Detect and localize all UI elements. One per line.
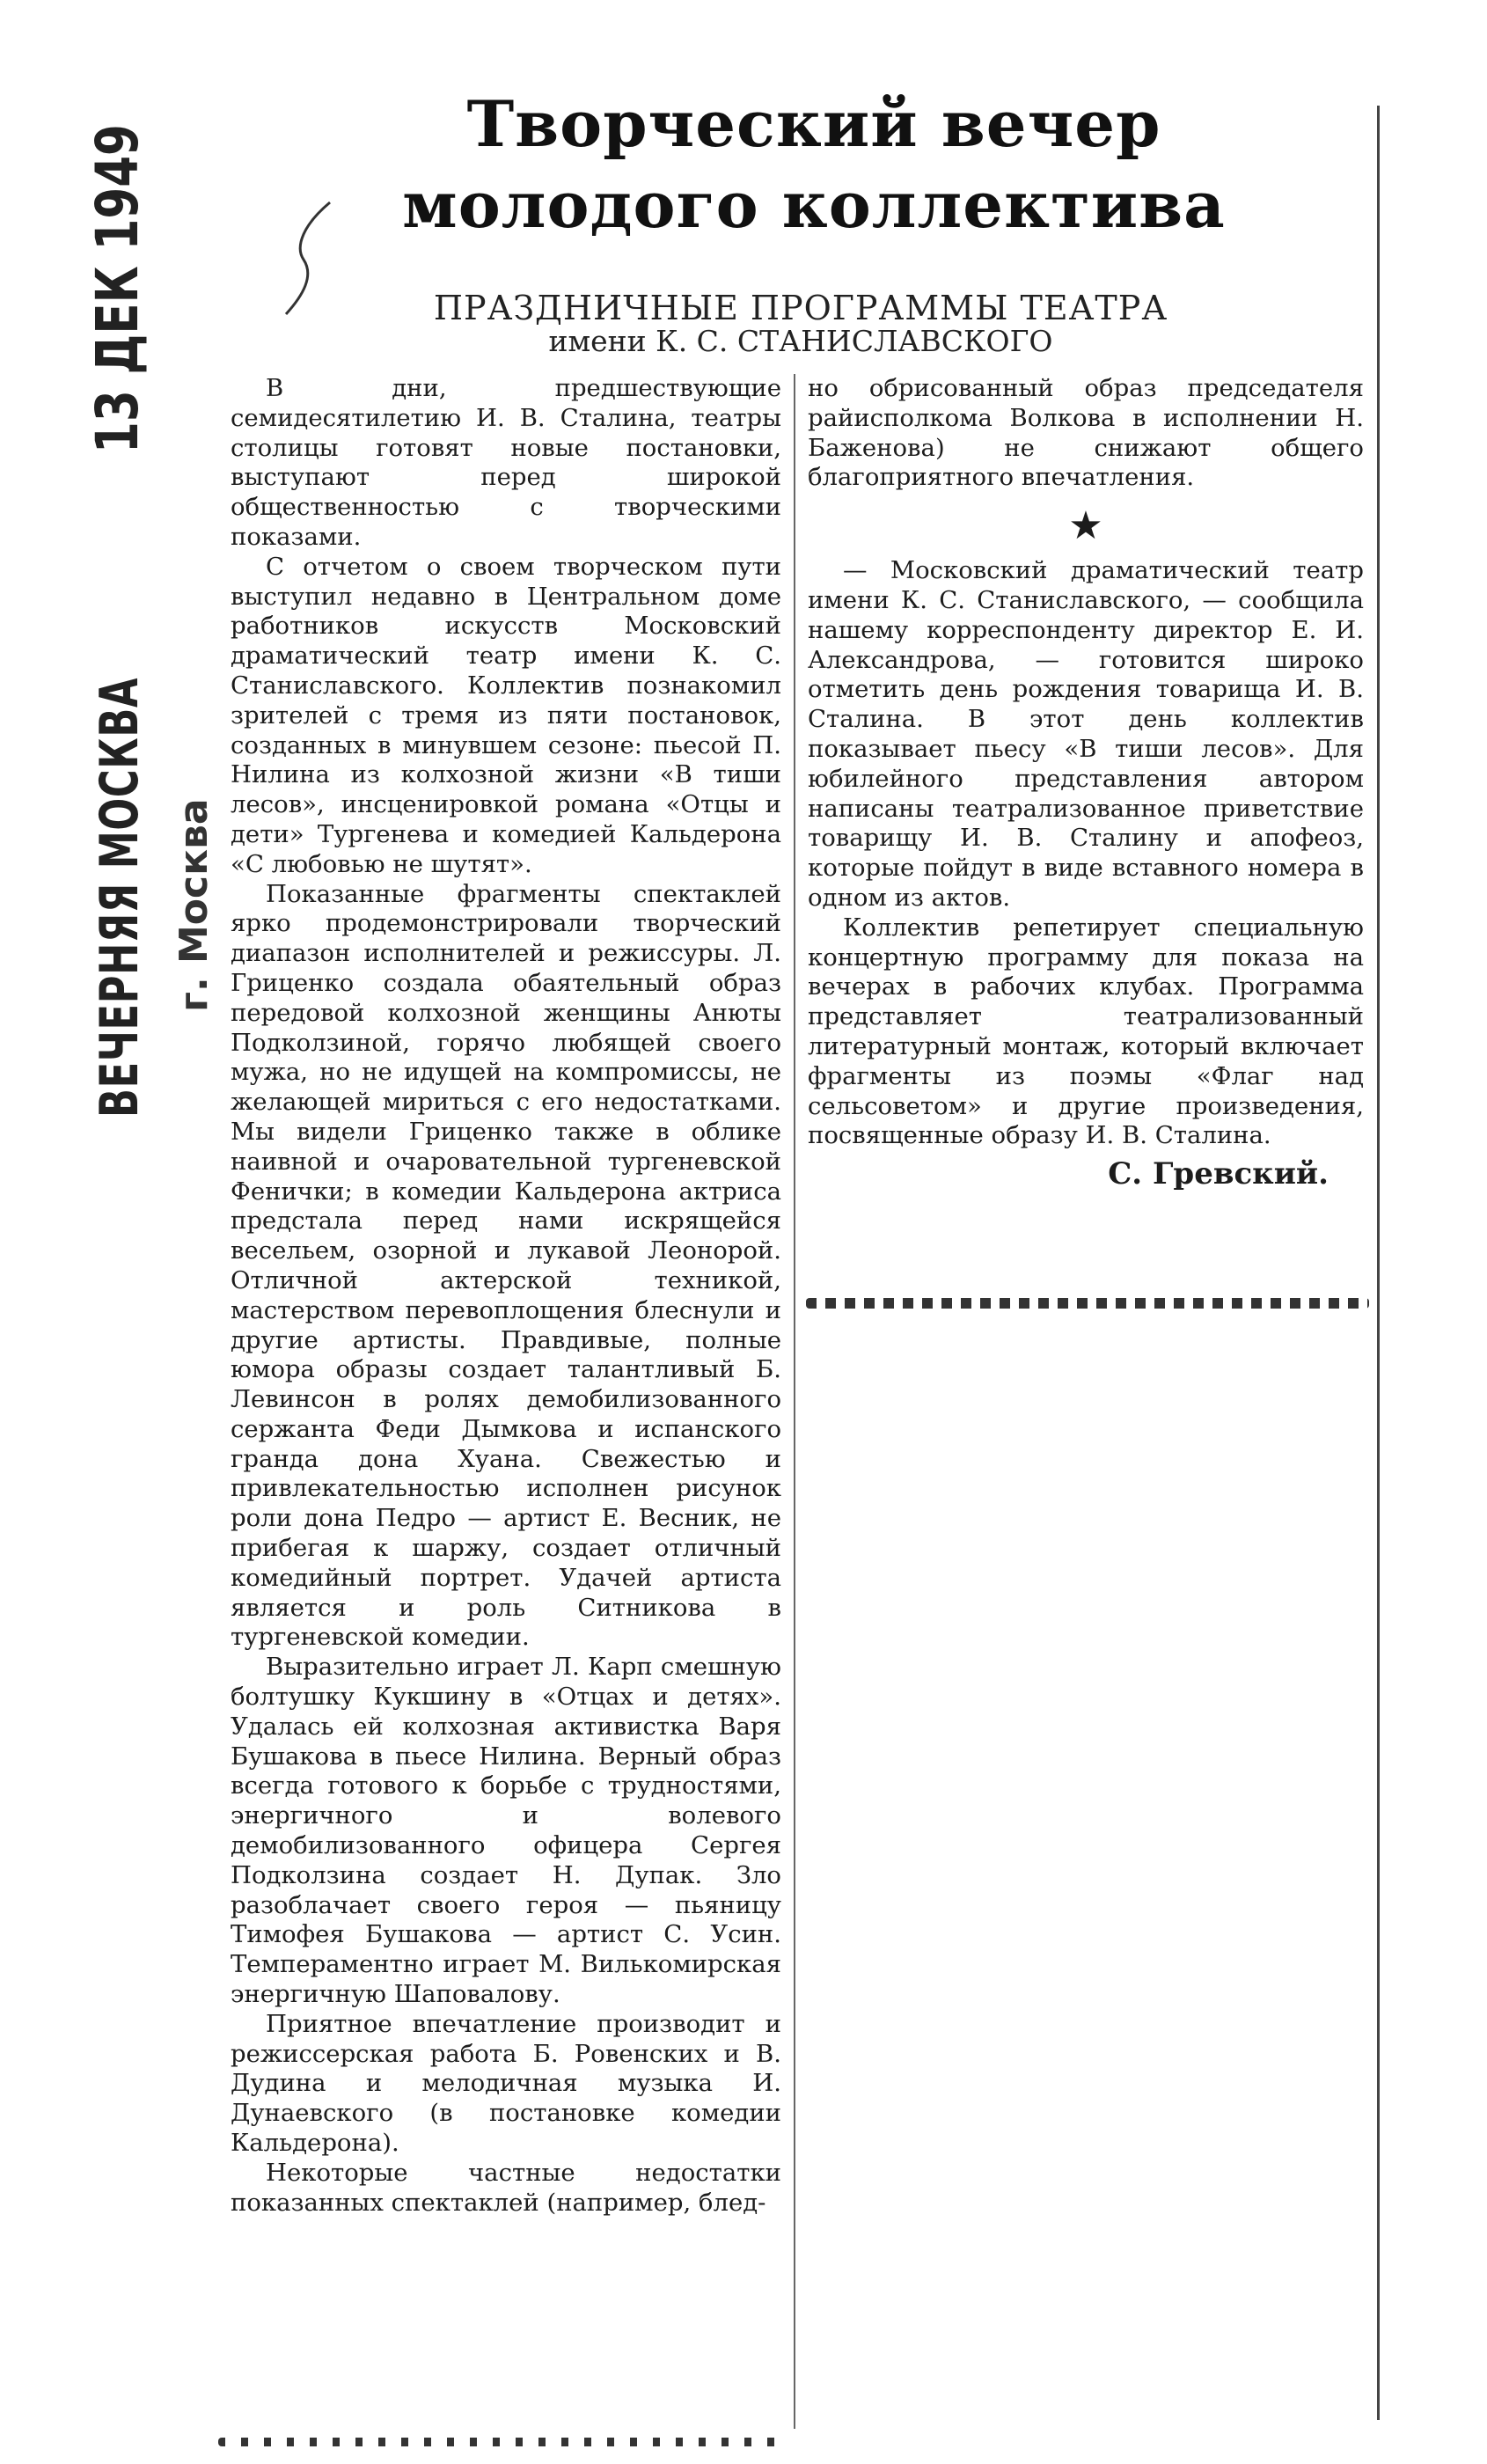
paragraph: — Московский драматический театр имени К. С. Станиславского, — сообщила нашему корреспонденту директор Е. И. Александрова, — готовится широко отметить день рождения товарища И. В. Сталина. В этот день коллектив показывает пьесу «В тиши лесов». Для юбилейного представления автором написаны театрализованное приветствие товарищу И. В. Сталину и апофеоз, которые пойдут в виде вставного номера в одном из актов. <box>808 556 1364 912</box>
column-divider <box>794 374 795 2429</box>
pencil-mark-icon <box>277 198 339 321</box>
star-separator-icon: ★ <box>1068 503 1103 549</box>
stamp-newspaper-name: ВЕЧЕРНЯЯ МОСКВА <box>89 677 150 1118</box>
paragraph: Некоторые частные недостатки показанных спектаклей (например, блед- <box>231 2158 781 2217</box>
paragraph: Выразительно играет Л. Карп смешную болтушку Кукшину в «Отцах и детях». Удалась ей колхозная активистка Варя Бушакова в пьесе Нилина. Верный образ всегда готового к борьбе с трудностями, энергичного и волевого демобилизованного офицера Сергея Подколзина создает Н. Дупак. Зло разоблачает своего героя — пьяницу Тимофея Бушакова — артист С. Усин. Темпераментно играет М. Вилькомирская энергичную Шаповалову. <box>231 1653 781 2009</box>
ornamental-rule <box>218 2438 781 2446</box>
article-author: С. Гревский. <box>1108 1156 1329 1192</box>
stamp-city: г. Москва <box>172 798 216 1012</box>
clipping-right-border <box>1377 106 1380 2420</box>
article-subtitle-2: имени К. С. СТАНИСЛАВСКОГО <box>548 324 1053 358</box>
paragraph: но обрисованный образ председателя райисполкома Волкова в исполнении Н. Баженова) не снижают общего благоприятного впечатления. <box>808 374 1364 492</box>
article-column-right <box>808 374 1364 1190</box>
ornamental-rule <box>806 1298 1369 1309</box>
paragraph: В дни, предшествующие семидесятилетию И. В. Сталина, театры столицы готовят новые постановки, выступают перед широкой общественностью с творческими показами. <box>231 374 781 551</box>
paragraph: С отчетом о своем творческом пути выступил недавно в Центральном доме работников искусств Московский драматический театр имени К. С. Станиславского. Коллектив познакомил зрителей с тремя из пяти постановок, созданных в минувшем сезоне: пьесой П. Нилина из колхозной жизни «В тиши лесов», инсценировкой романа «Отцы и дети» Тургенева и комедией Кальдерона «С любовью не шутят». <box>231 552 781 878</box>
paragraph: Показанные фрагменты спектаклей ярко продемонстрировали творческий диапазон исполнителей и режиссуры. Л. Гриценко создала обаятельный образ передовой колхозной женщины Анюты Подколзиной, горячо любящей своего мужа, но не идущей на компромиссы, не желающей мириться с его недостатками. Мы видели Гриценко также в облике наивной и очаровательной тургеневской Фенички; в комедии Кальдерона актриса предстала перед нами искрящейся весельем, озорной и лукавой Леонорой. Отличной актерской техникой, мастерством перевоплощения блеснули и другие артисты. Правдивые, полные юмора образы создает талантливый Б. Левинсон в ролях демобилизованного сержанта Феди Дымкова и испанского гранда дона Хуана. Свежестью и привлекательностью исполнен рисунок роли дона Педро — артист Е. Весник, не прибегая к шаржу, создает отличный комедийный портрет. Удачей артиста является и роль Ситникова в тургеневской комедии. <box>231 879 781 1652</box>
article-title: Творческий вечер молодого коллектива <box>402 86 1226 242</box>
newspaper-date-stamp <box>84 32 151 1118</box>
stamp-date: 13 ДЕК 1949 <box>84 124 151 454</box>
article-column-left <box>231 374 781 2218</box>
paragraph: Приятное впечатление производит и режиссерская работа Б. Ровенских и В. Дудина и мелодичная музыка И. Дунаевского (в постановке комедии Кальдерона). <box>231 2009 781 2158</box>
article-subtitle-1: ПРАЗДНИЧНЫЕ ПРОГРАММЫ ТЕАТРА <box>433 289 1168 327</box>
paragraph: Коллектив репетирует специальную концертную программу для показа на вечерах в рабочих клубах. Программа представляет театрализованный литературный монтаж, который включает фрагменты из поэмы «Флаг над сельсоветом» и другие произведения, посвященные образу И. В. Сталина. <box>808 913 1364 1150</box>
